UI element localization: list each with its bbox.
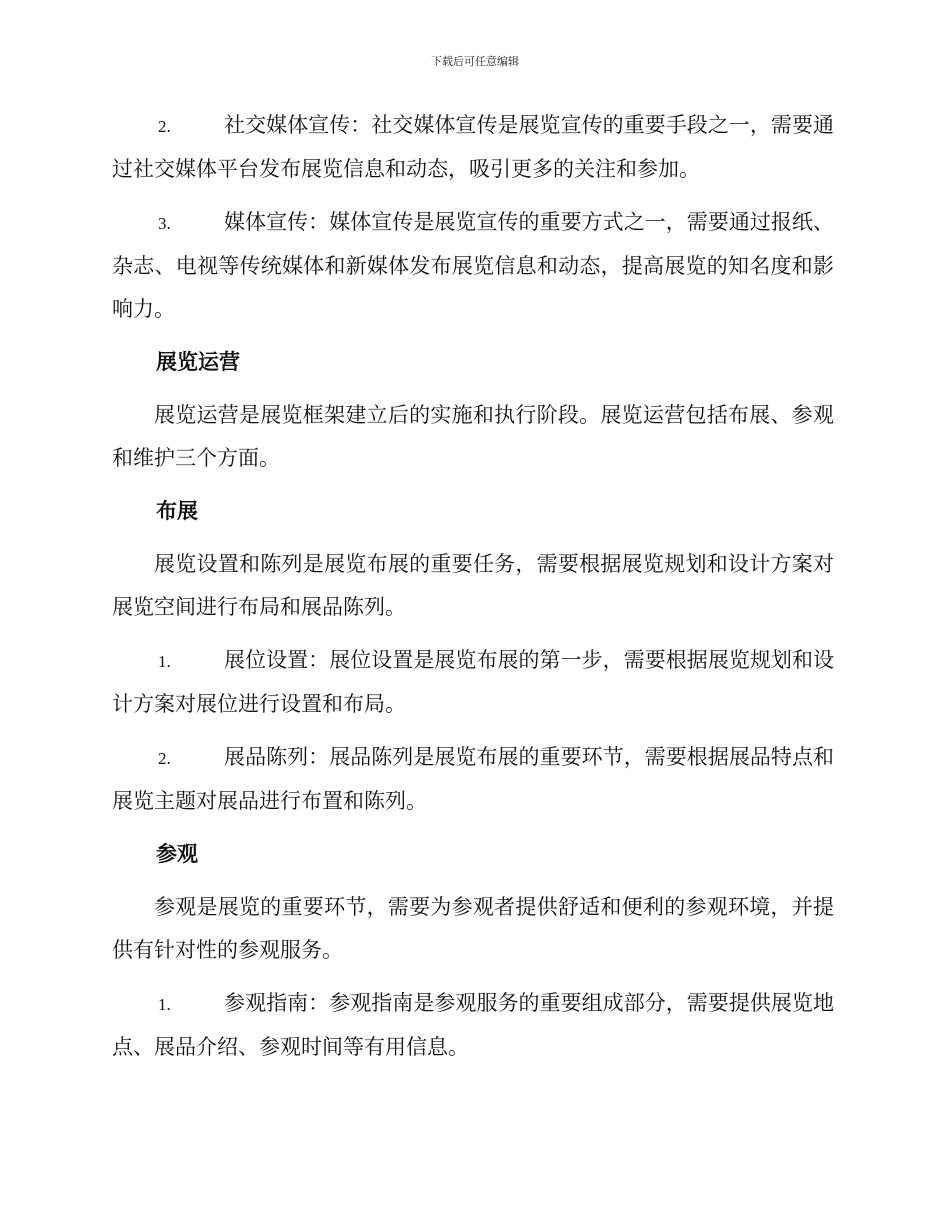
list-number: 1. (158, 995, 171, 1014)
list-item (112, 736, 834, 823)
list-item-text: 参观指南：参观指南是参观服务的重要组成部分，需要提供展览地点、展品介绍、参观时间等有用信息。 (112, 991, 834, 1059)
list-item (112, 982, 834, 1069)
list-item-text: 展品陈列：展品陈列是展览布展的重要环节，需要根据展品特点和展览主题对展品进行布置和陈列。 (112, 745, 834, 813)
list-item (112, 639, 834, 726)
paragraph: 展览运营是展览框架建立后的实施和执行阶段。展览运营包括布展、参观和维护三个方面。 (112, 403, 834, 470)
list-item-text: 媒体宣传：媒体宣传是展览宣传的重要方式之一，需要通过报纸、杂志、电视等传统媒体和新媒体发布展览信息和动态，提高展览的知名度和影响力。 (112, 210, 834, 321)
list-number: 2. (158, 117, 171, 136)
list-item-text: 社交媒体宣传：社交媒体宣传是展览宣传的重要手段之一，需要通过社交媒体平台发布展览信息和动态，吸引更多的关注和参加。 (112, 113, 834, 181)
list-item (112, 201, 834, 331)
list-number: 1. (158, 652, 171, 671)
list-item-text: 展位设置：展位设置是展览布展的第一步，需要根据展览规划和设计方案对展位进行设置和布局。 (112, 648, 834, 716)
list-item (112, 104, 834, 191)
list-number: 2. (158, 749, 171, 768)
paragraph: 参观是展览的重要环节，需要为参观者提供舒适和便利的参观环境，并提供有针对性的参观服务。 (112, 895, 834, 962)
page-header: 下载后可任意编辑 (431, 55, 519, 68)
paragraph: 展览设置和陈列是展览布展的重要任务，需要根据展览规划和设计方案对展览空间进行布局和展品陈列。 (112, 552, 834, 619)
section-heading-visit: 参观 (156, 842, 198, 866)
list-number: 3. (158, 214, 171, 233)
section-heading-operations: 展览运营 (156, 350, 240, 374)
document-body (112, 104, 834, 1079)
section-heading-setup: 布展 (156, 499, 198, 523)
